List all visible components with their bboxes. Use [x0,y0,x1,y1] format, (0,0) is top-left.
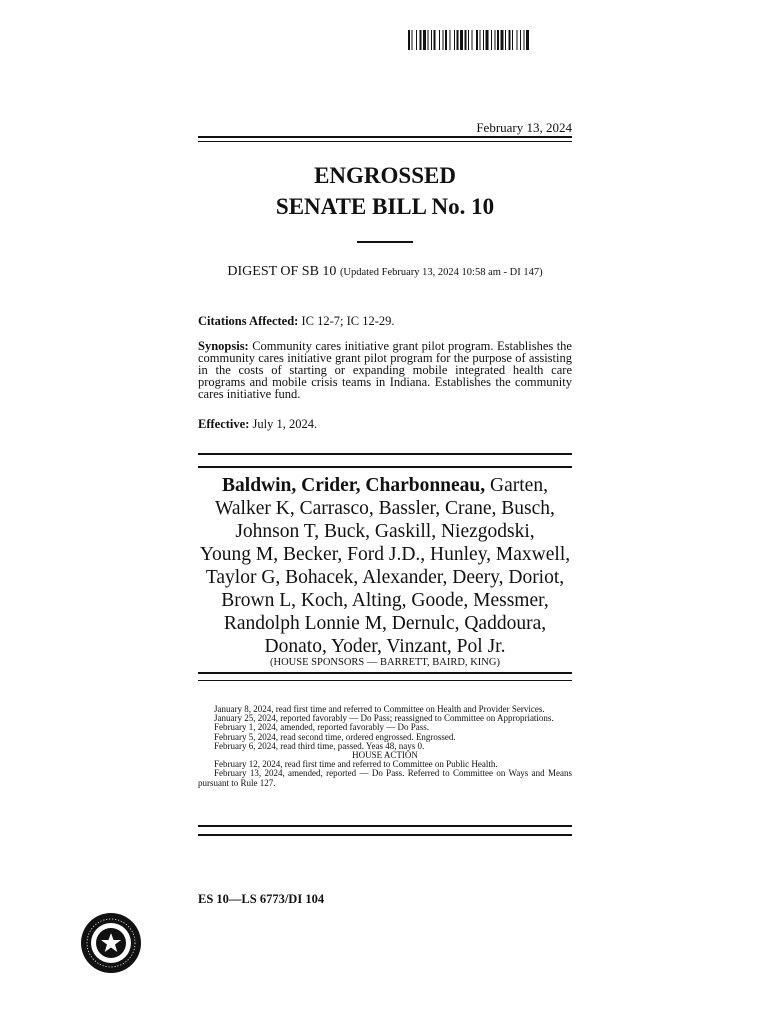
primary-authors: Baldwin, Crider, Charbonneau, [222,475,486,496]
citations-text: IC 12-7; IC 12-29. [298,314,395,328]
digest-label: DIGEST OF SB 10 [227,264,337,279]
legislative-history [198,705,572,788]
authors-line: Randolph Lonnie M, Dernulc, Qaddoura, [223,613,547,634]
history-entry: February 5, 2024, read second time, ordered engrossed. Engrossed. [214,731,456,742]
citations-affected [198,315,572,327]
synopsis-text: Community cares initiative grant pilot program. Establishes the community cares initiative grant pilot program for the purpose of assisting in the costs of starting or expanding mobile integrated health care programs and mobile crisis teams in Indiana. Establishes the community cares initiative fund. [198,339,572,401]
authors-line: Young M, Becker, Ford J.D., Hunley, Maxwell, [199,544,571,565]
house-sponsors: (HOUSE SPONSORS — BARRETT, BAIRD, KING) [270,657,500,668]
authors-top-rule [198,453,572,455]
synopsis-label: Synopsis: [198,339,249,353]
history-entry: February 1, 2024, amended, reported favorably — Do Pass. [214,722,429,733]
authors-line: Walker K, Carrasco, Bassler, Crane, Busch, [215,498,555,519]
state-seal-icon [80,912,142,974]
title-divider [357,241,413,243]
authors-bottom-rule-thin [198,680,572,681]
history-bottom-rule [198,825,572,827]
authors-top-rule-2 [198,466,572,468]
header-rule [198,136,572,138]
house-action-heading: HOUSE ACTION [352,750,418,761]
digest-heading [198,264,572,280]
bill-title-line2: SENATE BILL No. 10 [275,194,495,219]
history-entry: January 25, 2024, reported favorably — Do Pass; reassigned to Committee on Appropriations. [214,713,554,724]
document-code: ES 10—LS 6773/DI 104 [198,892,325,906]
authors-bottom-rule [198,672,572,674]
authors-line: Donato, Yoder, Vinzant, Pol Jr. [264,636,506,657]
history-bottom-rule-2 [198,834,572,836]
authors-list [198,474,572,658]
authors-line: Taylor G, Bohacek, Alexander, Deery, Doriot, [205,567,565,588]
effective-text: July 1, 2024. [249,417,318,431]
citations-label: Citations Affected: [198,314,299,328]
authors-line: Johnson T, Buck, Gaskill, Niezgodski, [235,521,535,542]
history-entry: February 6, 2024, read third time, passed. Yeas 48, nays 0. [214,740,425,751]
effective-label: Effective: [198,417,250,431]
bill-title-line1: ENGROSSED [314,163,456,188]
header-rule-thin [198,141,572,142]
digest-updated: (Updated February 13, 2024 10:58 am - DI 147) [339,267,543,278]
history-entry: February 13, 2024, amended, reported — Do Pass. Referred to Committee on Ways and Means pursuant to Rule 127. [198,768,572,788]
authors-line: Brown L, Koch, Alting, Goode, Messmer, [221,590,549,611]
document-date: February 13, 2024 [476,120,572,135]
authors-first-line-rest: Garten, [485,475,548,496]
effective-date [198,418,572,430]
authors-line [198,474,572,497]
history-entry: February 12, 2024, read first time and referred to Committee on Public Health. [214,759,498,770]
bill-title [198,160,572,222]
barcode-icon [408,30,588,50]
history-entry: January 8, 2024, read first time and referred to Committee on Health and Provider Services. [214,704,545,714]
synopsis [198,340,572,400]
